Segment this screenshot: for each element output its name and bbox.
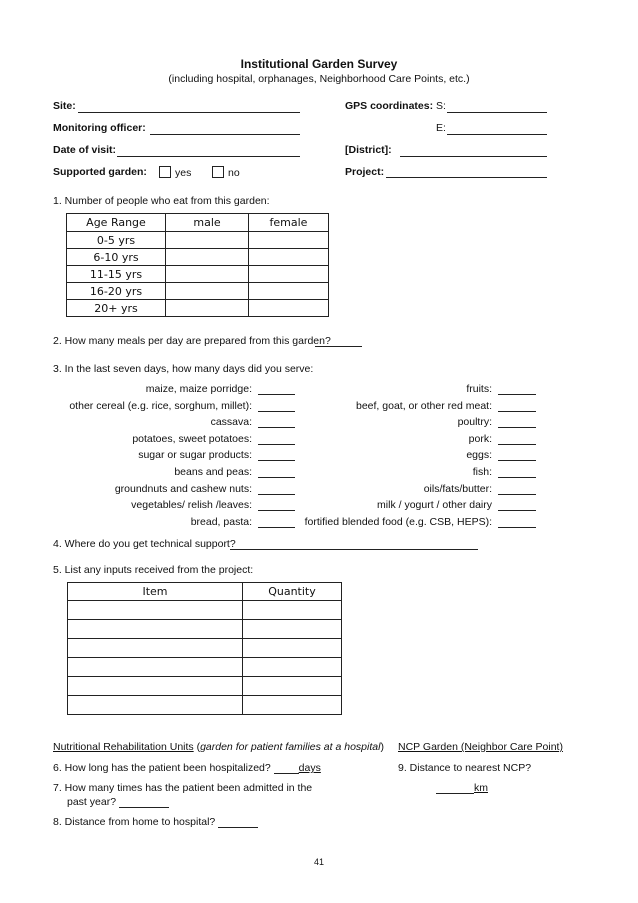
q6-text: 6. How long has the patient been hospitalized? [53,762,271,774]
nru-paren-open: ( [193,741,201,753]
q3-left-item: maize, maize porridge: [145,383,252,395]
q3-left-item: potatoes, sweet potatoes: [132,432,252,445]
q3-left-item: bread, pasta: [190,515,252,528]
q5-item-cell[interactable] [68,601,243,620]
site-field[interactable] [78,112,300,113]
q6-unit: days [298,762,321,774]
q6 [53,762,321,774]
q1-table [66,213,329,317]
q5-item-cell[interactable] [68,639,243,658]
nru-heading-italic: garden for patient families at a hospital [200,741,381,753]
gps-s-label: S: [436,100,446,112]
q3-left-field[interactable] [258,494,295,495]
q3-right-item: fortified blended food (e.g. CSB, HEPS): [304,515,492,528]
q1-text: 1. Number of people who eat from this garden: [53,195,270,207]
q5-quantity-cell[interactable] [243,658,342,677]
q3-left-item: groundnuts and cashew nuts: [114,482,252,495]
q3-right-item: fruits: [466,383,492,395]
q1-row-label: 6-10 yrs [67,249,166,266]
nru-paren-close: ) [380,741,384,753]
q1-row-label: 0-5 yrs [67,232,166,249]
q3-right-field[interactable] [498,510,536,511]
q1-female-cell[interactable] [249,266,329,283]
q3-right-item: oils/fats/butter: [423,482,492,495]
q3-right-field[interactable] [498,460,536,461]
no-checkbox[interactable] [212,166,224,178]
gps-label: GPS coordinates: [345,100,434,112]
q3-right-item: eggs: [466,449,492,462]
q7-line1: 7. How many times has the patient been admitted in the [53,782,313,794]
q5-table [67,582,342,715]
q8-text: 8. Distance from home to hospital? [53,816,216,828]
q3-left-field[interactable] [258,427,295,428]
q3-right-item: pork: [468,432,492,445]
q3-right-field[interactable] [498,427,536,428]
q3-left-item: vegetables/ relish /leaves: [131,499,252,512]
nru-heading-text: Nutritional Rehabilitation Units [53,741,194,753]
q1-female-cell[interactable] [249,232,329,249]
q5-quantity-cell[interactable] [243,677,342,696]
q3-right-item: milk / yogurt / other dairy [377,499,492,512]
q1-male-cell[interactable] [166,300,249,317]
garden-yes[interactable] [159,166,191,179]
date-label: Date of visit: [53,144,117,156]
q3-left-field[interactable] [258,527,295,528]
q1-row-label: 16-20 yrs [67,283,166,300]
q8 [53,816,258,828]
q1-header-female: female [249,214,329,232]
q7-field[interactable] [119,797,169,808]
q3-left-field[interactable] [258,460,295,461]
q3-left-field[interactable] [258,444,295,445]
q5-item-cell[interactable] [68,677,243,696]
q5-item-cell[interactable] [68,658,243,677]
q3-text: 3. In the last seven days, how many days did you serve: [53,363,314,375]
q7-line2 [67,796,169,808]
date-field[interactable] [117,156,300,157]
q9-answer [436,782,488,794]
q4-field[interactable] [230,549,478,550]
q5-text: 5. List any inputs received from the project: [53,564,254,576]
q1-male-cell[interactable] [166,266,249,283]
q3-left-field[interactable] [258,394,295,395]
q3-left-field[interactable] [258,411,295,412]
project-field[interactable] [386,177,547,178]
q1-female-cell[interactable] [249,249,329,266]
page-title: Institutional Garden Survey [240,57,398,71]
q5-quantity-cell[interactable] [243,620,342,639]
yes-label: yes [175,167,192,179]
district-field[interactable] [400,156,547,157]
district-label: [District]: [345,144,392,156]
q3-left-field[interactable] [258,477,295,478]
gps-e-label: E: [436,122,446,134]
q1-female-cell[interactable] [249,283,329,300]
q3-right-field[interactable] [498,477,536,478]
gps-e-field[interactable] [447,134,547,135]
officer-label: Monitoring officer: [53,122,146,134]
q1-male-cell[interactable] [166,283,249,300]
no-label: no [228,167,240,179]
q3-right-field[interactable] [498,527,536,528]
q3-right-item: poultry: [457,416,492,429]
q5-header-item: Item [68,583,243,601]
yes-checkbox[interactable] [159,166,171,178]
nru-heading [53,741,384,753]
q6-field[interactable] [274,763,299,774]
q9-text: 9. Distance to nearest NCP? [398,762,532,774]
q3-left-item: beans and peas: [174,466,252,478]
q3-left-item: cassava: [210,416,252,429]
q3-right-item: beef, goat, or other red meat: [356,399,492,412]
ncp-heading: NCP Garden (Neighbor Care Point) [398,741,563,753]
q8-field[interactable] [218,817,258,828]
page-subtitle: (including hospital, orphanages, Neighborhood Care Points, etc.) [168,73,470,85]
q7-line2-text: past year? [67,796,117,808]
q1-female-cell[interactable] [249,300,329,317]
q3-right-field[interactable] [498,494,536,495]
q5-item-cell[interactable] [68,696,243,715]
q3-left-item: sugar or sugar products: [138,449,252,462]
q1-male-cell[interactable] [166,249,249,266]
garden-no[interactable] [212,166,240,179]
site-label: Site: [53,100,76,112]
q5-quantity-cell[interactable] [243,696,342,715]
q3-right-field[interactable] [498,411,536,412]
q1-header-male: male [166,214,249,232]
q5-quantity-cell[interactable] [243,601,342,620]
q5-quantity-cell[interactable] [243,639,342,658]
q3-right-field[interactable] [498,394,536,395]
garden-label: Supported garden: [53,166,147,178]
q3-left-field[interactable] [258,510,295,511]
q1-row-label: 20+ yrs [67,300,166,317]
officer-field[interactable] [150,134,300,135]
q2-text: 2. How many meals per day are prepared from this garden? [53,335,331,347]
q4-text: 4. Where do you get technical support? [53,538,236,550]
q9-field[interactable] [436,783,474,794]
q5-item-cell[interactable] [68,620,243,639]
page-number: 41 [313,857,324,867]
q1-male-cell[interactable] [166,232,249,249]
q3-right-item: fish: [472,466,492,478]
q5-header-quantity: Quantity [243,583,342,601]
gps-s-field[interactable] [447,112,547,113]
q3-right-field[interactable] [498,444,536,445]
q3-left-item: other cereal (e.g. rice, sorghum, millet): [69,399,252,412]
q1-row-label: 11-15 yrs [67,266,166,283]
project-label: Project: [345,166,385,178]
q9-unit: km [474,782,488,794]
q2-field[interactable] [315,346,362,347]
q1-header-age: Age Range [67,214,166,232]
